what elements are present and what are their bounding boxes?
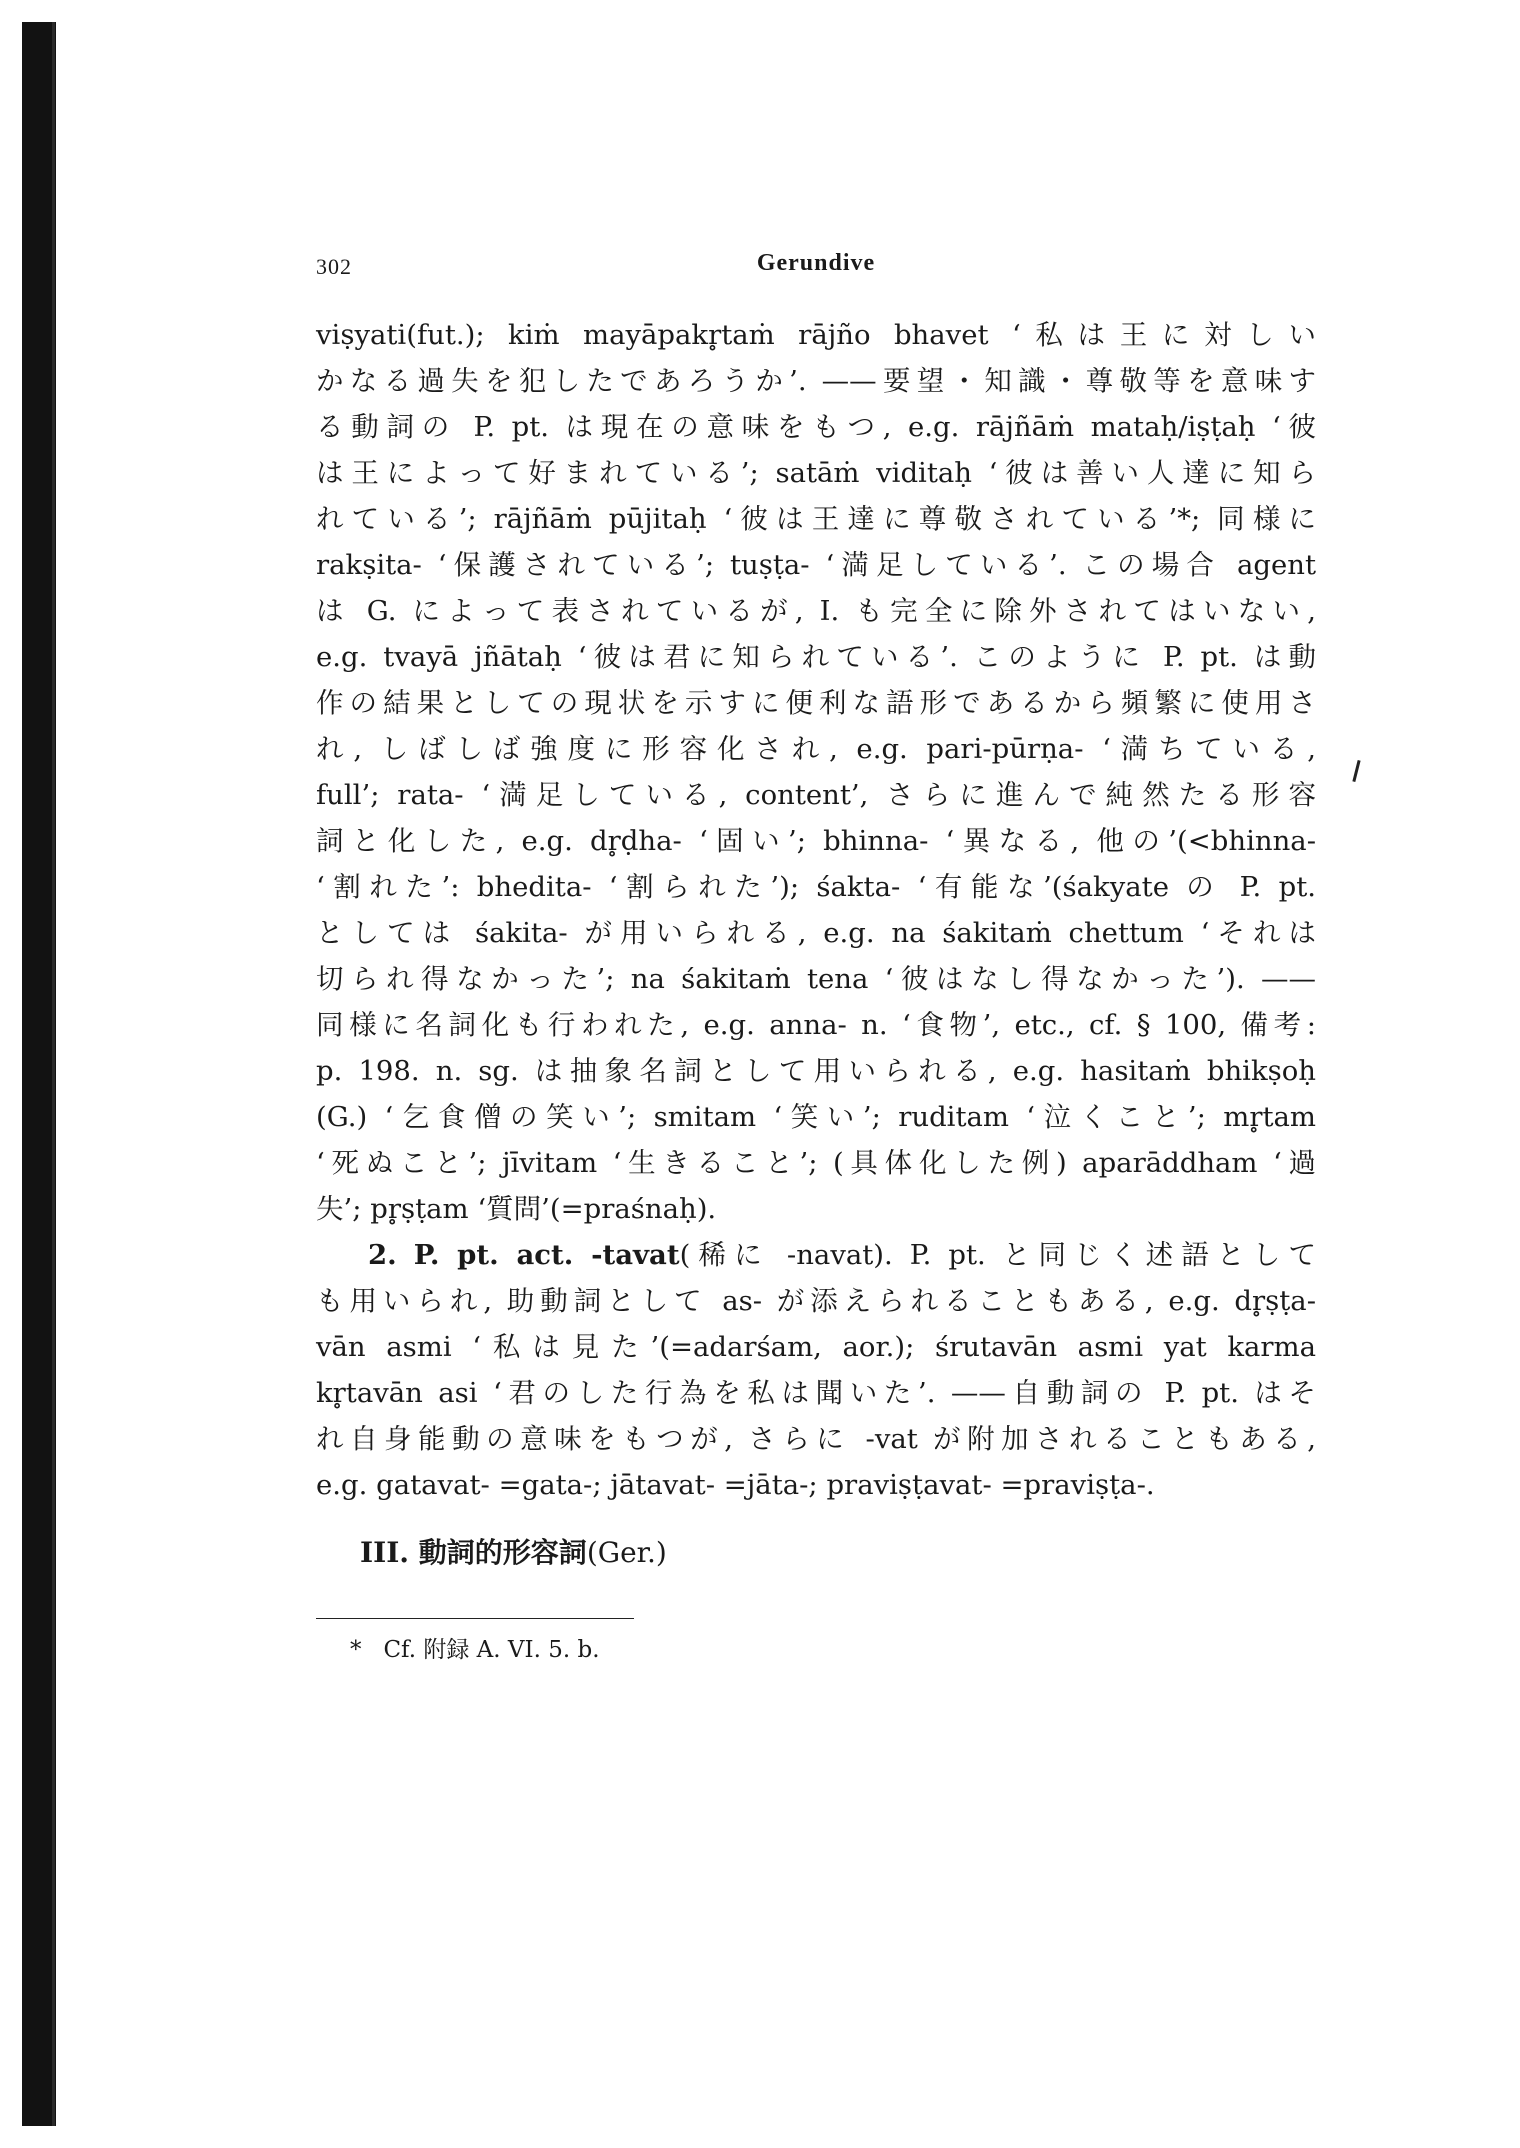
footnote-text: Cf. 附録 A. VI. 5. b.	[383, 1637, 600, 1663]
text-line: 詞と化した, e.g. dr̥ḍha- ‘固い’; bhinna- ‘異なる, 他の’(<bhinna-	[316, 825, 1316, 857]
page	[316, 250, 1316, 1667]
text-line-lead	[316, 1232, 1316, 1278]
text-line: かなる過失を犯したであろうか’. ——要望・知識・尊敬等を意味す	[316, 365, 1316, 397]
text-line: kr̥tavān asi ‘君のした行為を私は聞いた’. ——自動詞の P. pt. はそ	[316, 1377, 1316, 1409]
running-title: Gerundive	[756, 250, 876, 276]
text-line: ‘割れた’: bhedita- ‘割られた’); śakta- ‘有能な’(śakyate の P. pt.	[316, 871, 1316, 903]
text-line: れ, しばしば強度に形容化され, e.g. pari-pūrṇa- ‘満ちている,	[316, 733, 1316, 765]
stray-mark	[1352, 760, 1360, 782]
section-heading	[316, 1530, 1316, 1576]
text-line: full’; rata- ‘満足している, content’, さらに進んで純然たる形容	[316, 779, 1316, 811]
text-line: 切られ得なかった’; na śakitaṁ tena ‘彼はなし得なかった’). ——	[316, 963, 1316, 995]
text-line: ‘死ぬこと’; jīvitam ‘生きること’; (具体化した例) aparāddham ‘過	[316, 1147, 1316, 1179]
text-line: rakṣita- ‘保護されている’; tuṣṭa- ‘満足している’. この場合 agent	[316, 549, 1316, 581]
text-line: viṣyati(fut.); kiṁ mayāpakr̥taṁ rājño bhavet ‘私は王に対しい	[316, 319, 1316, 351]
text-line: p. 198. n. sg. は抽象名詞として用いられる, e.g. hasitaṁ bhikṣoḥ	[316, 1055, 1316, 1087]
section-title: 動詞的形容詞	[418, 1536, 587, 1569]
text-line: (G.) ‘乞食僧の笑い’; smitam ‘笑い’; ruditam ‘泣くこと’; mr̥tam	[316, 1101, 1316, 1133]
text-line: vān asmi ‘私は見た’(=adarśam, aor.); śrutavān asmi yat karma	[316, 1331, 1316, 1363]
footnote	[316, 1633, 1316, 1667]
text-line: る動詞の P. pt. は現在の意味をもつ, e.g. rājñāṁ mataḥ/iṣṭaḥ ‘彼	[316, 411, 1316, 443]
lead-line-text: (稀に -navat). P. pt. と同じく述語として	[679, 1239, 1316, 1271]
paragraph-1	[316, 312, 1316, 1232]
text-line: 作の結果としての現状を示すに便利な語形であるから頻繁に使用さ	[316, 687, 1316, 719]
text-line: れている’; rājñāṁ pūjitaḥ ‘彼は王達に尊敬されている’*; 同様に	[316, 503, 1316, 535]
footnote-marker: *	[350, 1637, 362, 1663]
text-line: 同様に名詞化も行われた, e.g. anna- n. ‘食物’, etc., cf. § 100, 備考:	[316, 1009, 1316, 1041]
paragraph-number: 2.	[368, 1239, 397, 1271]
section-number: III.	[360, 1536, 410, 1569]
section-title-suffix: (Ger.)	[586, 1536, 667, 1569]
text-line: は王によって好まれている’; satāṁ viditaḥ ‘彼は善い人達に知ら	[316, 457, 1316, 489]
text-line: e.g. gatavat- =gata-; jātavat- =jāta-; praviṣṭavat- =praviṣṭa-.	[316, 1469, 1155, 1501]
text-line: は G. によって表されているが, I. も完全に除外されてはいない,	[316, 595, 1316, 627]
paragraph-lead-bold: P. pt. act. -tavat	[413, 1239, 680, 1271]
page-number: 302	[316, 254, 352, 279]
scan-edge-inner	[52, 22, 55, 2126]
text-line: 失’; pr̥ṣṭam ‘質問’(=praśnaḥ).	[316, 1193, 717, 1225]
running-head	[316, 250, 1316, 294]
text-line: としては śakita- が用いられる, e.g. na śakitaṁ chettum ‘それは	[316, 917, 1316, 949]
text-line: も用いられ, 助動詞として as- が添えられることもある, e.g. dr̥ṣṭa-	[316, 1285, 1316, 1317]
footnote-rule	[316, 1618, 634, 1619]
scan-edge	[22, 22, 56, 2126]
text-line: e.g. tvayā jñātaḥ ‘彼は君に知られている’. このように P. pt. は動	[316, 641, 1316, 673]
paragraph-2	[316, 1232, 1316, 1508]
text-line: れ自身能動の意味をもつが, さらに -vat が附加されることもある,	[316, 1423, 1316, 1455]
